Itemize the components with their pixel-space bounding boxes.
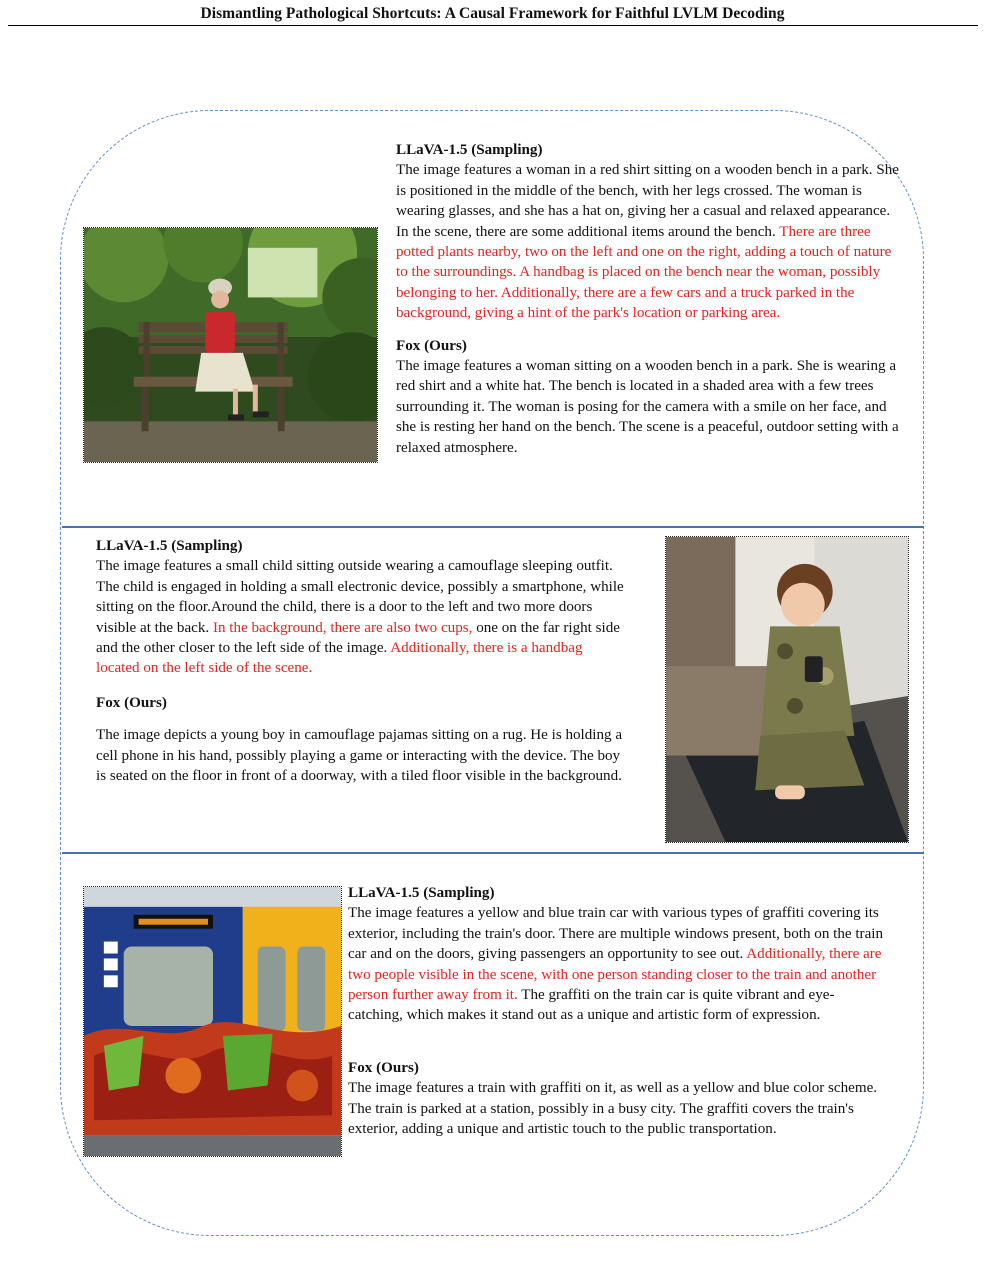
example-divider-1 <box>62 526 924 528</box>
example-2-ours-label: Fox (Ours) <box>96 694 167 711</box>
photo-graffiti-train <box>83 886 342 1157</box>
example-3-text <box>348 883 888 1139</box>
example-2-baseline-caption <box>96 556 628 678</box>
example-1-ours-label: Fox (Ours) <box>396 337 467 354</box>
example-3-baseline-hallucination: Additionally, there are two people visible in the scene, with one person standing closer to the train and another person further away from it. <box>348 946 882 1004</box>
header-rule <box>8 25 978 26</box>
example-2-baseline-hallucination-2: Additionally, there is a handbag located on the left side of the scene. <box>96 640 583 677</box>
example-2-baseline-label: LLaVA-1.5 (Sampling) <box>96 538 243 554</box>
example-1-baseline-plain: The image features a woman in a red shirt sitting on a wooden bench in a park. She is positioned in the middle of the bench, with her legs crossed. The woman is wearing glasses, and she has a hat on, giving her a casual and relaxed appearance. In the scene, there are some additional items around the bench. <box>396 162 899 240</box>
example-1-baseline-hallucination: There are three potted plants nearby, two on the left and one on the right, adding a touch of nature to the surroundings. A handbag is placed on the bench near the woman, possibly belonging to her. Additionally, there are a few cars and a truck parked in the background, giving a hint of the park's location or parking area. <box>396 223 892 322</box>
photo-child-with-phone-icon <box>666 537 908 842</box>
running-head: Dismantling Pathological Shortcuts: A Causal Framework for Faithful LVLM Decoding <box>200 5 785 22</box>
example-3-ours-label: Fox (Ours) <box>348 1059 419 1076</box>
example-divider-2 <box>62 852 924 854</box>
example-1-baseline-label: LLaVA-1.5 (Sampling) <box>396 142 543 158</box>
example-3-baseline-label: LLaVA-1.5 (Sampling) <box>348 885 495 901</box>
example-2-ours-caption: The image depicts a young boy in camouflage pajamas sitting on a rug. He is holding a cell phone in his hand, possibly playing a game or interacting with the device. The boy is seated on the floor in front of a doorway, with a tiled floor visible in the background. <box>96 727 623 785</box>
photo-woman-on-bench <box>83 227 378 463</box>
example-3-baseline-plain-2: The graffiti on the train car is quite vibrant and eye-catching, which makes it stand out as a unique and artistic form of expression. <box>348 987 835 1024</box>
example-1-ours-caption: The image features a woman sitting on a wooden bench in a park. She is wearing a red shirt and a white hat. The bench is located in a shaded area with a few trees surrounding it. The woman is posing for the camera with a smile on her face, and she is resting her hand on the bench. The scene is a peaceful, outdoor setting with a relaxed atmosphere. <box>396 358 899 456</box>
example-1-text <box>396 140 904 458</box>
photo-child-with-phone <box>665 536 909 843</box>
example-2-baseline-plain-1: The image features a small child sitting outside wearing a camouflage sleeping outfit. The child is engaged in holding a small electronic device, possibly a smartphone, while sitting on the floor.Around the child, there is a door to the left and two more doors visible at the back. <box>96 558 624 636</box>
example-3-ours-caption: The image features a train with graffiti on it, as well as a yellow and blue color scheme. The train is parked at a station, possibly in a busy city. The graffiti covers the train's exterior, adding a unique and artistic touch to the public transportation. <box>348 1080 878 1138</box>
photo-graffiti-train-icon <box>84 887 341 1156</box>
example-2-baseline-hallucination-1: In the background, there are also two cups, <box>212 619 473 636</box>
example-2-text <box>96 536 628 786</box>
example-1-baseline-caption <box>396 160 904 323</box>
example-2-baseline-plain-2: one on the far right side and the other closer to the left side of the image. <box>96 619 620 657</box>
photo-woman-on-bench-icon <box>84 228 377 462</box>
example-3-baseline-caption <box>348 903 888 1025</box>
example-3-baseline-plain-1: The image features a yellow and blue train car with various types of graffiti covering its exterior, including the train's door. There are multiple windows present, both on the train car and on the doors, giving passengers an opportunity to see out. <box>348 905 884 963</box>
